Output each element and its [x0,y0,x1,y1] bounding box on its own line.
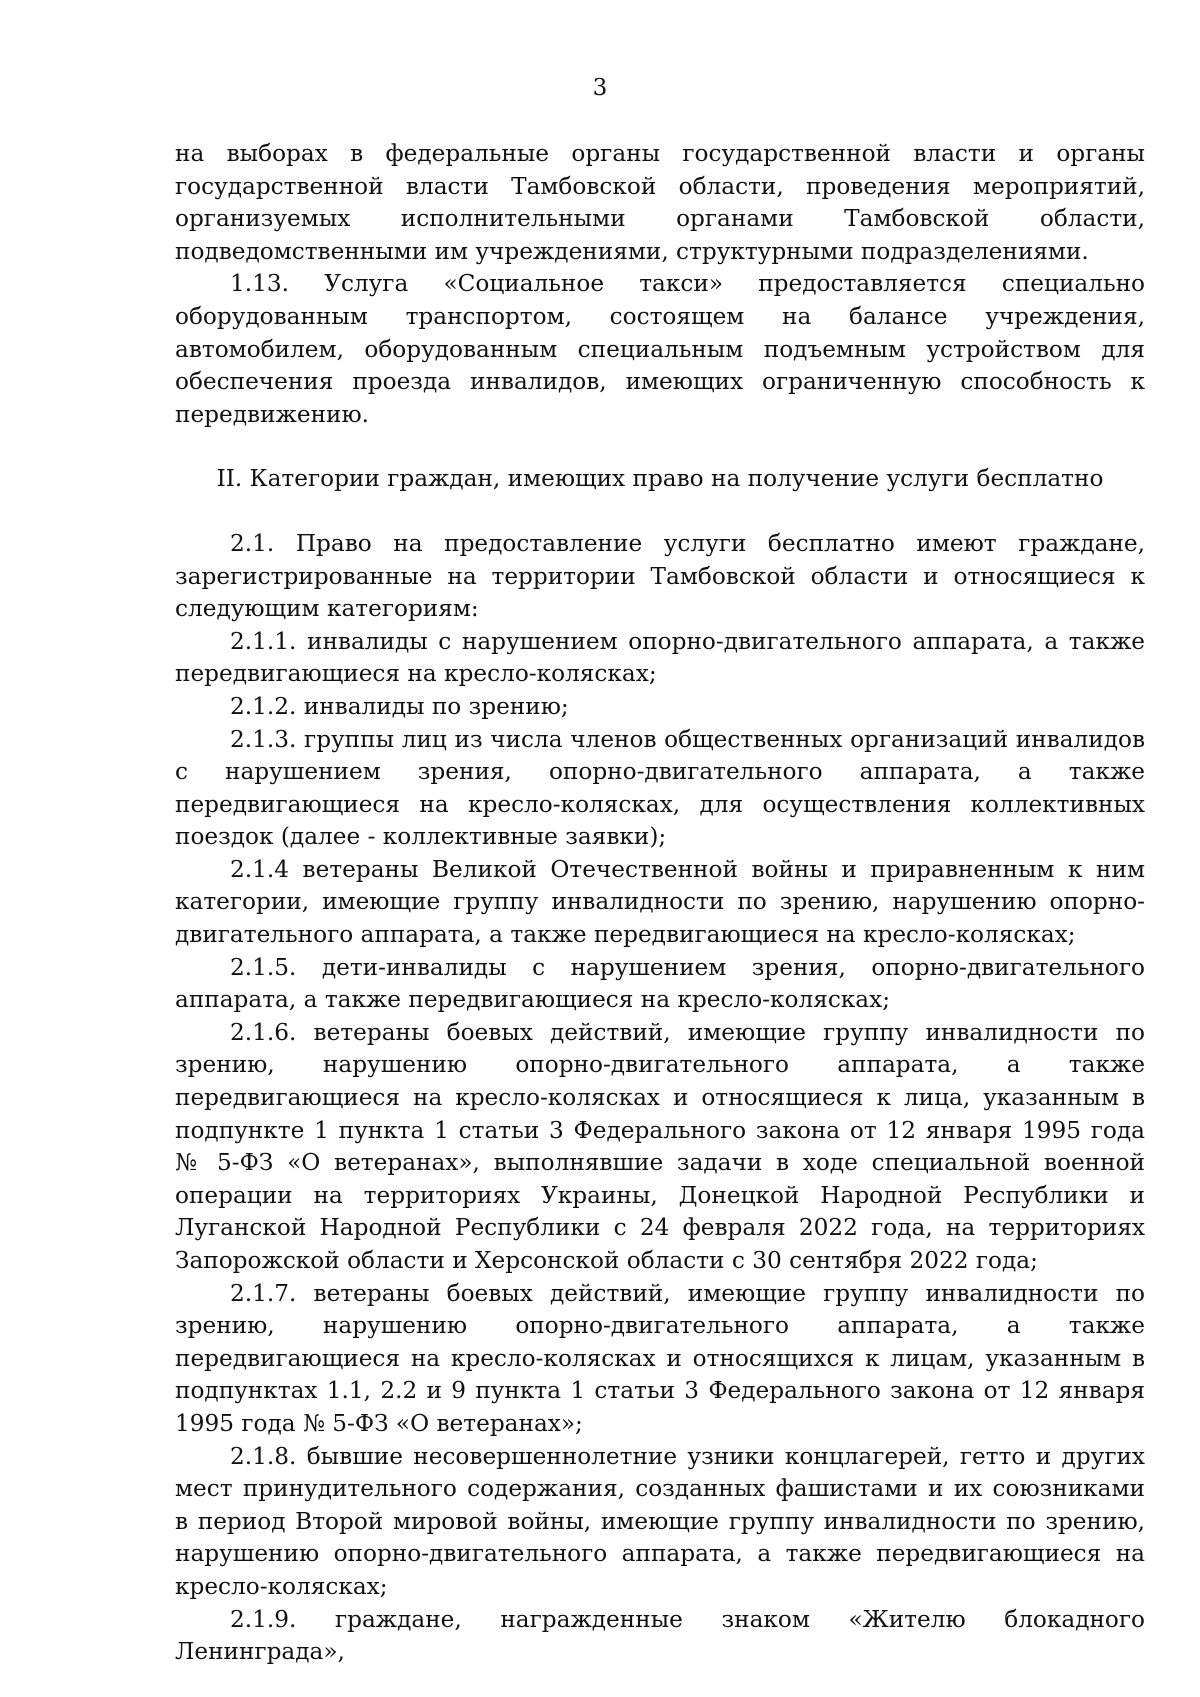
page-number: 3 [592,75,608,101]
paragraph-2-1-6: 2.1.6. ветераны боевых действий, имеющие группу инвалидности по зрению, нарушению опорно-двигательного аппарата, а также передвигающиеся на кресло-колясках и относящиеся к лица, указанным в подпункте 1 пункта 1 статьи 3 Федерального закона от 12 января 1995 года № 5-ФЗ «О ветеранах», выполнявшие задачи в ходе специальной военной операции на территориях Украины, Донецкой Народной Республики и Луганской Народной Республики с 24 февраля 2022 года, на территориях Запорожской области и Херсонской области с 30 сентября 2022 года; [175,1018,1145,1274]
paragraph-1-13: 1.13. Услуга «Социальное такси» предоставляется специально оборудованным транспортом, состоящем на балансе учреждения, автомобилем, оборудованным специальным подъемным устройством для обеспечения проезда инвалидов, имеющих ограниченную способность к передвижению. [175,270,1145,428]
paragraph-2-1-1: 2.1.1. инвалиды с нарушением опорно-двигательного аппарата, а также передвигающиеся на кресло-колясках; [175,627,1145,688]
paragraph-2-1-2: 2.1.2. инвалиды по зрению; [230,692,569,720]
paragraph-2-1-5: 2.1.5. дети-инвалиды с нарушением зрения, опорно-двигательного аппарата, а также передвигающиеся на кресло-колясках; [175,953,1145,1014]
document-body [175,138,1145,1669]
paragraph-2-1-9: 2.1.9. граждане, награжденные знаком «Жителю блокадного Ленинграда», [175,1605,1145,1666]
section-heading: II. Категории граждан, имеющих право на получение услуги бесплатно [216,465,1104,493]
paragraph-2-1-3: 2.1.3. группы лиц из числа членов общественных организаций инвалидов с нарушением зрения, опорно-двигательного аппарата, а также передвигающиеся на кресло-колясках, для осуществления коллективных поездок (далее - коллективные заявки); [175,725,1145,851]
paragraph-2-1: 2.1. Право на предоставление услуги бесплатно имеют граждане, зарегистрированные на территории Тамбовской области и относящиеся к следующим категориям: [175,529,1145,623]
paragraph-2-1-7: 2.1.7. ветераны боевых действий, имеющие группу инвалидности по зрению, нарушению опорно-двигательного аппарата, а также передвигающиеся на кресло-колясках и относящихся к лицам, указанным в подпунктах 1.1, 2.2 и 9 пункта 1 статьи 3 Федерального закона от 12 января 1995 года № 5-ФЗ «О ветеранах»; [175,1279,1145,1437]
paragraph-2-1-4: 2.1.4 ветераны Великой Отечественной войны и приравненным к ним категории, имеющие группу инвалидности по зрению, нарушению опорно-двигательного аппарата, а также передвигающиеся на кресло-колясках; [175,855,1145,949]
paragraph-2-1-8: 2.1.8. бывшие несовершеннолетние узники концлагерей, гетто и других мест принудительного содержания, созданных фашистами и их союзниками в период Второй мировой войны, имеющие группу инвалидности по зрению, нарушению опорно-двигательного аппарата, а также передвигающиеся на кресло-колясках; [175,1442,1145,1600]
paragraph-continuation: на выборах в федеральные органы государственной власти и органы государственной власти Тамбовской области, проведения мероприятий, организуемых исполнительными органами Тамбовской области, подведомственными им учреждениями, структурными подразделениями. [175,140,1145,265]
